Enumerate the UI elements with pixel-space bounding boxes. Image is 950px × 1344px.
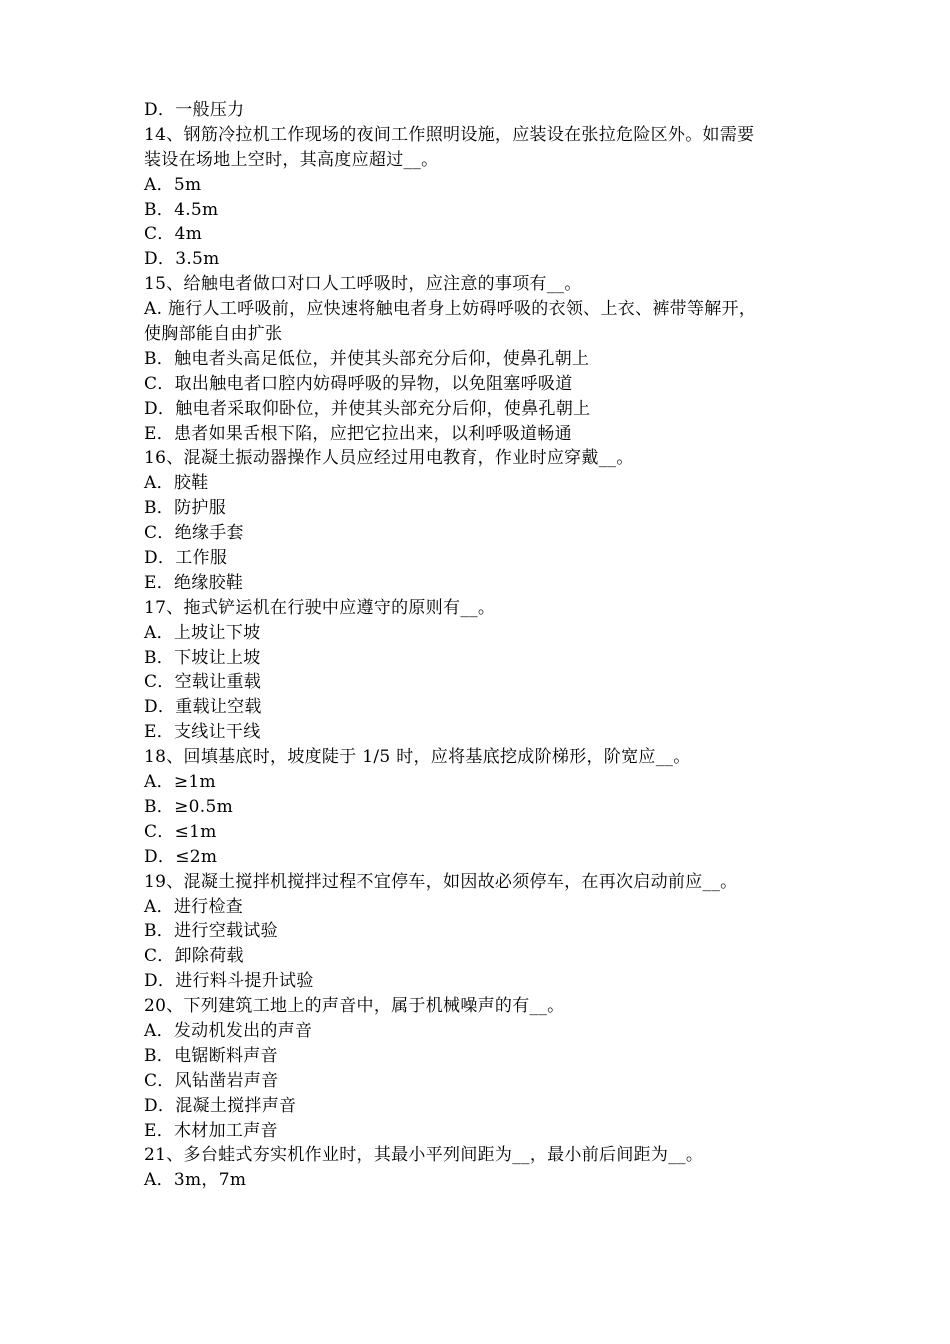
question-text-line: 15、给触电者做口对口人工呼吸时，应注意的事项有__。 — [144, 274, 582, 295]
answer-option-line: A. 施行人工呼吸前，应快速将触电者身上妨碍呼吸的衣领、上衣、裤带等解开， — [144, 299, 757, 320]
answer-option-line: B．4.5m — [144, 199, 219, 220]
question-text-line: 20、下列建筑工地上的声音中，属于机械噪声的有__。 — [144, 996, 565, 1017]
answer-option-line: B．进行空载试验 — [144, 921, 278, 942]
answer-option-line: C．绝缘手套 — [144, 523, 244, 544]
answer-option-line: C．卸除荷载 — [144, 946, 244, 967]
answer-option-line: A．胶鞋 — [144, 473, 209, 494]
answer-option-line: 使胸部能自由扩张 — [144, 324, 283, 345]
answer-option-line: A．≥1m — [144, 772, 216, 793]
question-list — [144, 98, 810, 1193]
answer-option-line: D．工作服 — [144, 548, 228, 569]
question-text-line: 14、钢筋冷拉机工作现场的夜间工作照明设施，应装设在张拉危险区外。如需要 — [144, 124, 755, 145]
answer-option-line: E．支线让干线 — [144, 722, 261, 743]
answer-option-line: C．4m — [144, 224, 203, 245]
question-text-line: 装设在场地上空时，其高度应超过__。 — [144, 149, 439, 170]
answer-option-line: D．进行料斗提升试验 — [144, 971, 314, 992]
answer-option-line: C．≤1m — [144, 821, 217, 842]
answer-option-line: A．发动机发出的声音 — [144, 1020, 313, 1041]
answer-option-line: B．≥0.5m — [144, 796, 233, 817]
question-text-line: 17、拖式铲运机在行驶中应遵守的原则有__。 — [144, 597, 496, 618]
answer-option-line: D．触电者采取仰卧位，并使其头部充分后仰，使鼻孔朝上 — [144, 398, 591, 419]
question-text-line: 21、多台蛙式夯实机作业时，其最小平列间距为__，最小前后间距为__。 — [144, 1145, 704, 1166]
answer-option-line: A．3m，7m — [144, 1170, 247, 1191]
answer-option-line: E．绝缘胶鞋 — [144, 572, 244, 593]
answer-option-line: E．木材加工声音 — [144, 1120, 278, 1141]
answer-option-line: C．取出触电者口腔内妨碍呼吸的异物，以免阻塞呼吸道 — [144, 373, 573, 394]
answer-option-line: A．上坡让下坡 — [144, 622, 261, 643]
question-text-line: 18、回填基底时，坡度陡于 1/5 时，应将基底挖成阶梯形，阶宽应__。 — [144, 747, 691, 768]
answer-option-line: E．患者如果舌根下陷，应把它拉出来，以利呼吸道畅通 — [144, 423, 572, 444]
answer-option-line: B．电锯断料声音 — [144, 1045, 278, 1066]
answer-option-line: A．5m — [144, 174, 202, 195]
answer-option-line: D．一般压力 — [144, 100, 245, 120]
answer-option-line: C．风钻凿岩声音 — [144, 1070, 279, 1091]
answer-option-line: A．进行检查 — [144, 896, 244, 917]
answer-option-line: B．下坡让上坡 — [144, 647, 261, 668]
answer-option-line: D．混凝土搅拌声音 — [144, 1095, 297, 1116]
answer-option-line: B．触电者头高足低位，并使其头部充分后仰，使鼻孔朝上 — [144, 348, 590, 369]
answer-option-line: D．重载让空载 — [144, 697, 262, 718]
answer-option-line: D．3.5m — [144, 249, 220, 270]
answer-option-line: B．防护服 — [144, 498, 226, 519]
question-text-line: 19、混凝土搅拌机搅拌过程不宜停车，如因故必须停车，在再次启动前应__。 — [144, 871, 738, 892]
answer-option-line: C．空载让重载 — [144, 672, 262, 693]
answer-option-line: D．≤2m — [144, 846, 218, 867]
question-text-line: 16、混凝土振动器操作人员应经过用电教育，作业时应穿戴__。 — [144, 448, 634, 469]
